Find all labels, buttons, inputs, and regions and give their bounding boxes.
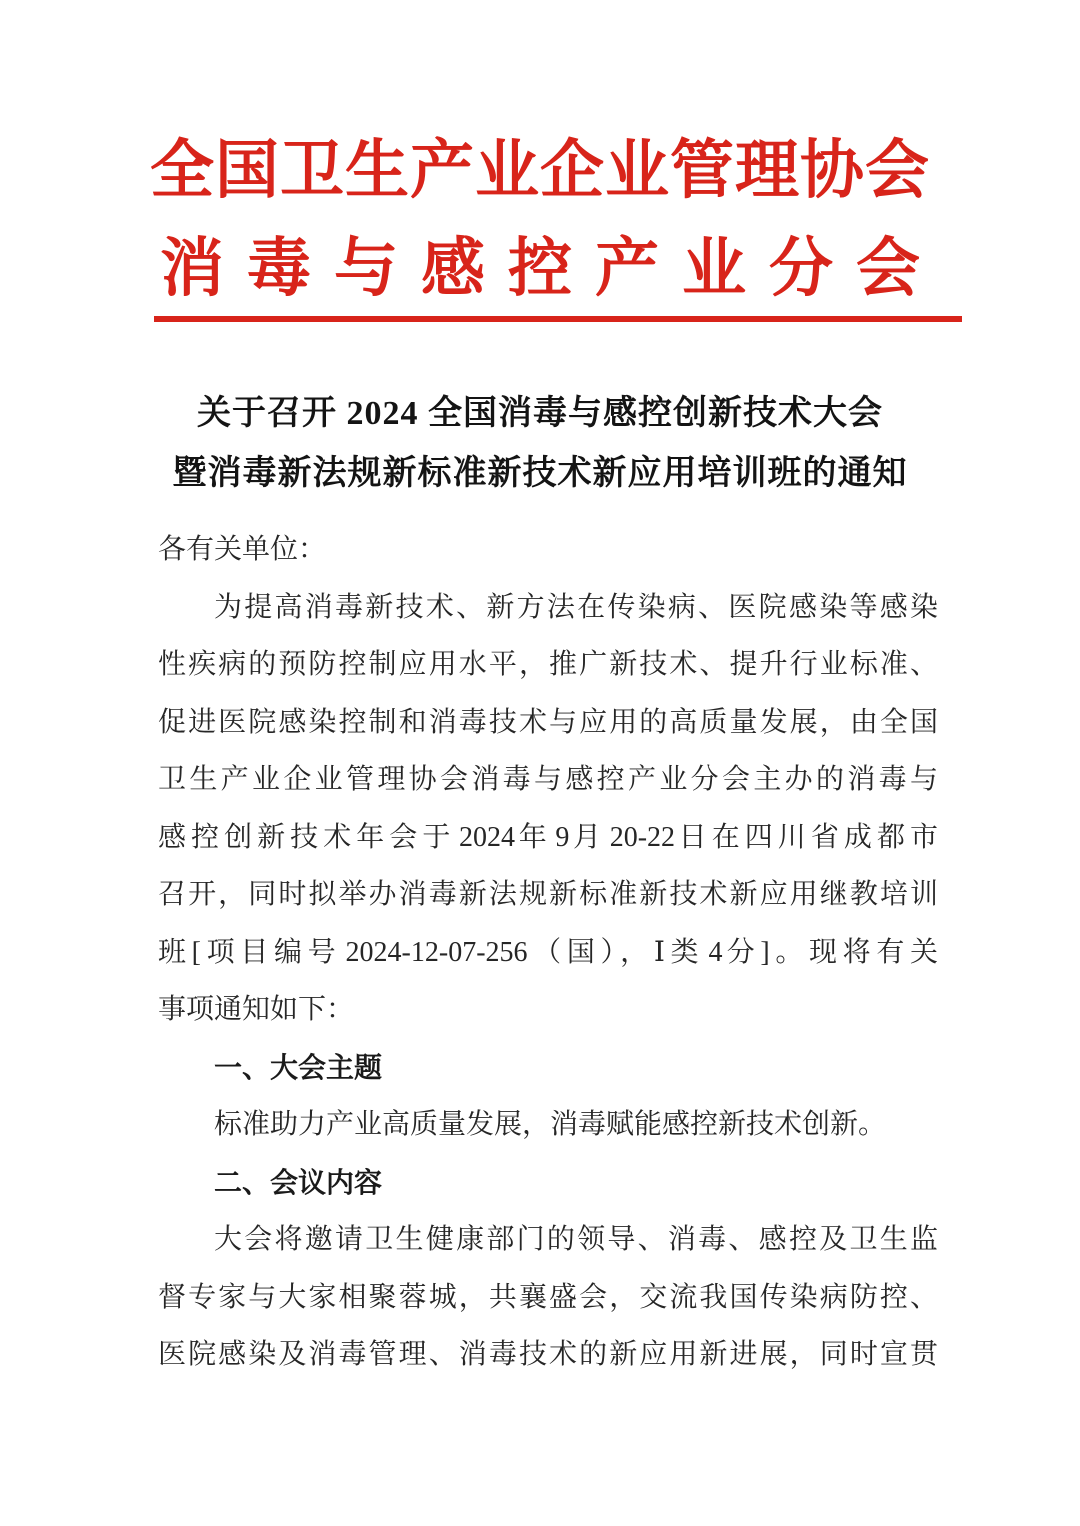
- section-2-heading: 二、会议内容: [214, 1166, 383, 1198]
- document-title-line1: 关于召开 2024 全国消毒与感控创新技术大会: [197, 395, 883, 432]
- section-1-text: 标准助力产业高质量发展，消毒赋能感控新技术创新。: [214, 1109, 887, 1140]
- org-name-line1: 全国卫生产业企业管理协会: [150, 135, 930, 206]
- body-line: 促进医院感染控制和消毒技术与应用的高质量发展，由全国: [158, 706, 938, 738]
- notice-body: [158, 521, 938, 1384]
- letterhead-divider: [154, 316, 962, 322]
- salutation: 各有关单位：: [158, 534, 327, 565]
- body-line: 召开，同时拟举办消毒新法规新标准新技术新应用继教培训: [158, 879, 938, 910]
- body-line: 班[项目编号 2024-12-07-256（国），Ⅰ类 4 分]。现将有关: [158, 936, 938, 968]
- body-line: 卫生产业企业管理协会消毒与感控产业分会主办的消毒与: [158, 764, 938, 795]
- document-title: [0, 384, 1080, 504]
- section-1-heading: 一、大会主题: [214, 1051, 383, 1083]
- body-line: 性疾病的预防控制应用水平，推广新技术、提升行业标准、: [158, 649, 938, 680]
- body-line: 督专家与大家相聚蓉城，共襄盛会，交流我国传染病防控、: [158, 1281, 938, 1313]
- body-line: 事项通知如下：: [158, 994, 355, 1025]
- body-line: 大会将邀请卫生健康部门的领导、消毒、感控及卫生监: [214, 1224, 938, 1255]
- body-line: 医院感染及消毒管理、消毒技术的新应用新进展，同时宣贯: [158, 1339, 938, 1370]
- body-line: 为提高消毒新技术、新方法在传染病、医院感染等感染: [214, 591, 938, 623]
- document-title-line2: 暨消毒新法规新标准新技术新应用培训班的通知: [172, 455, 908, 492]
- body-line: 感控创新技术年会于 2024 年 9 月 20-22 日在四川省成都市: [158, 821, 938, 853]
- letterhead: [0, 0, 1080, 322]
- org-name-line2: 消毒与感控产业分会: [160, 233, 943, 304]
